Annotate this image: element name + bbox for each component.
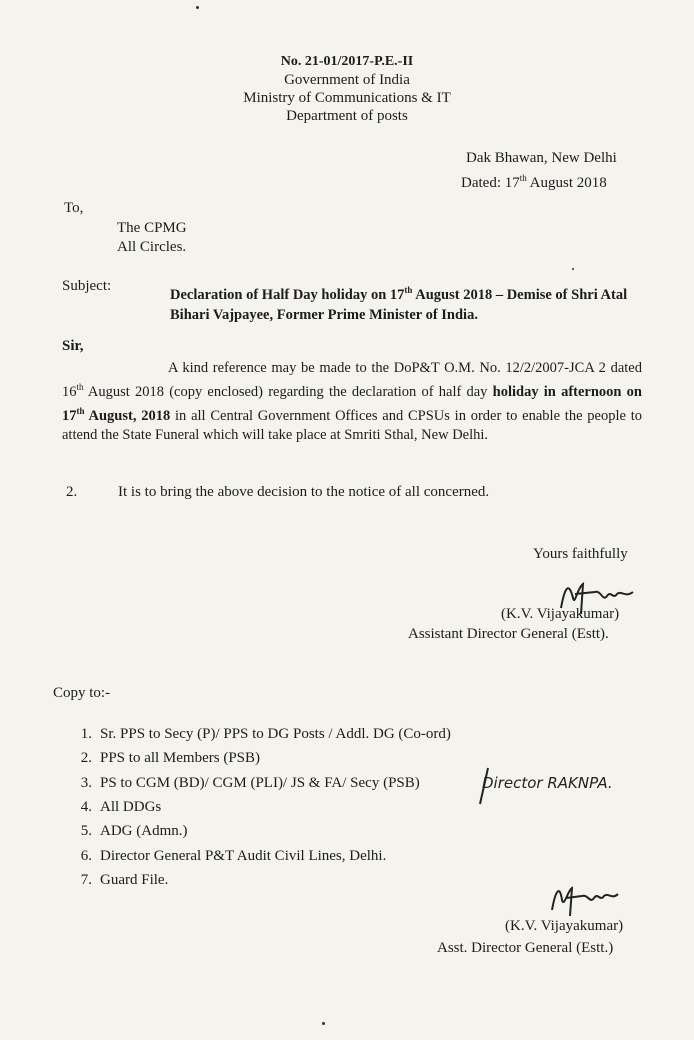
- copy-item-number: 1.: [80, 726, 92, 742]
- date-prefix: Dated: 17: [461, 175, 520, 191]
- copy-item: [64, 872, 168, 889]
- subject-sup: th: [404, 285, 413, 295]
- subject-label: Subject:: [62, 278, 112, 294]
- handwritten-addition: Director RAKNPA.: [482, 774, 613, 792]
- to-label: To,: [64, 200, 84, 216]
- salutation: Sir,: [62, 338, 84, 354]
- department-line: Department of posts: [286, 108, 408, 124]
- para1-b: August 2018 (copy enclosed) regarding the declaration of half day: [83, 383, 493, 400]
- para1-bold: holiday in afternoon on 17: [62, 383, 642, 424]
- copy-item-number: 5.: [80, 823, 92, 839]
- date-suffix: August 2018: [526, 175, 607, 191]
- copy-item: [64, 823, 188, 840]
- para1-a: A kind reference may be made to the DoP&T O.M. No. 12/2/2007-JCA 2 dated 16: [62, 360, 642, 400]
- date-sup: th: [519, 173, 527, 183]
- copy-item-number: 6.: [80, 848, 92, 864]
- speck: [572, 268, 574, 270]
- copy-item-number: 7.: [80, 872, 92, 888]
- subject-part-1: Declaration of Half Day holiday on 17: [170, 286, 405, 303]
- para1-sup2: th: [76, 405, 85, 416]
- paragraph-1: [62, 359, 642, 445]
- copy-item-text: ADG (Admn.): [100, 823, 188, 839]
- copy-item-text: Director General P&T Audit Civil Lines, Delhi.: [100, 848, 387, 864]
- copy-item-number: 3.: [80, 775, 92, 791]
- signatory-2-designation: Asst. Director General (Estt.): [437, 940, 614, 956]
- speck: [322, 1022, 325, 1025]
- copy-item-text: PS to CGM (BD)/ CGM (PLI)/ JS & FA/ Secy (PSB): [100, 775, 420, 791]
- copy-to-label: Copy to:-: [53, 685, 111, 701]
- subject-text: [170, 280, 650, 325]
- copy-item: [64, 775, 420, 792]
- copy-item-number: 2.: [80, 750, 92, 766]
- signatory-1-name: (K.V. Vijayakumar): [501, 606, 620, 622]
- paragraph-2-number: 2.: [66, 484, 78, 500]
- para1-sup1: th: [76, 382, 84, 392]
- closing: Yours faithfully: [533, 546, 628, 562]
- copy-item: [64, 799, 161, 816]
- ministry-line: Ministry of Communications & IT: [243, 90, 451, 106]
- para1-c: in all Central Government Offices and CPSUs in order to enable the people to attend the State Funeral which will take place at Smriti Sthal, New Delhi.: [62, 407, 642, 443]
- para1-bold-2: August, 2018: [84, 407, 171, 424]
- copy-item-text: PPS to all Members (PSB): [100, 750, 261, 766]
- addressee-line-1: The CPMG: [117, 220, 187, 236]
- copy-item-number: 4.: [80, 799, 92, 815]
- subject-part-2: August 2018 – Demise of Shri Atal Bihari Vajpayee, Former Prime Minister of India.: [170, 286, 628, 323]
- copy-item-text: Guard File.: [100, 872, 169, 888]
- signatory-2-name: (K.V. Vijayakumar): [505, 918, 624, 934]
- signatory-1-designation: Assistant Director General (Estt).: [408, 626, 609, 642]
- copy-item-text: Sr. PPS to Secy (P)/ PPS to DG Posts / Addl. DG (Co-ord): [100, 726, 451, 742]
- copy-item-text: All DDGs: [100, 799, 162, 815]
- reference-number: No. 21-01/2017-P.E.-II: [280, 54, 414, 69]
- copy-item: [64, 726, 451, 743]
- date-line: [461, 168, 607, 193]
- place-line: Dak Bhawan, New Delhi: [466, 150, 617, 166]
- paragraph-2-text: It is to bring the above decision to the notice of all concerned.: [118, 484, 490, 500]
- copy-item: [64, 848, 386, 865]
- addressee-line-2: All Circles.: [117, 239, 187, 255]
- copy-item: [64, 750, 260, 767]
- government-line: Government of India: [284, 72, 410, 88]
- speck: [196, 6, 199, 9]
